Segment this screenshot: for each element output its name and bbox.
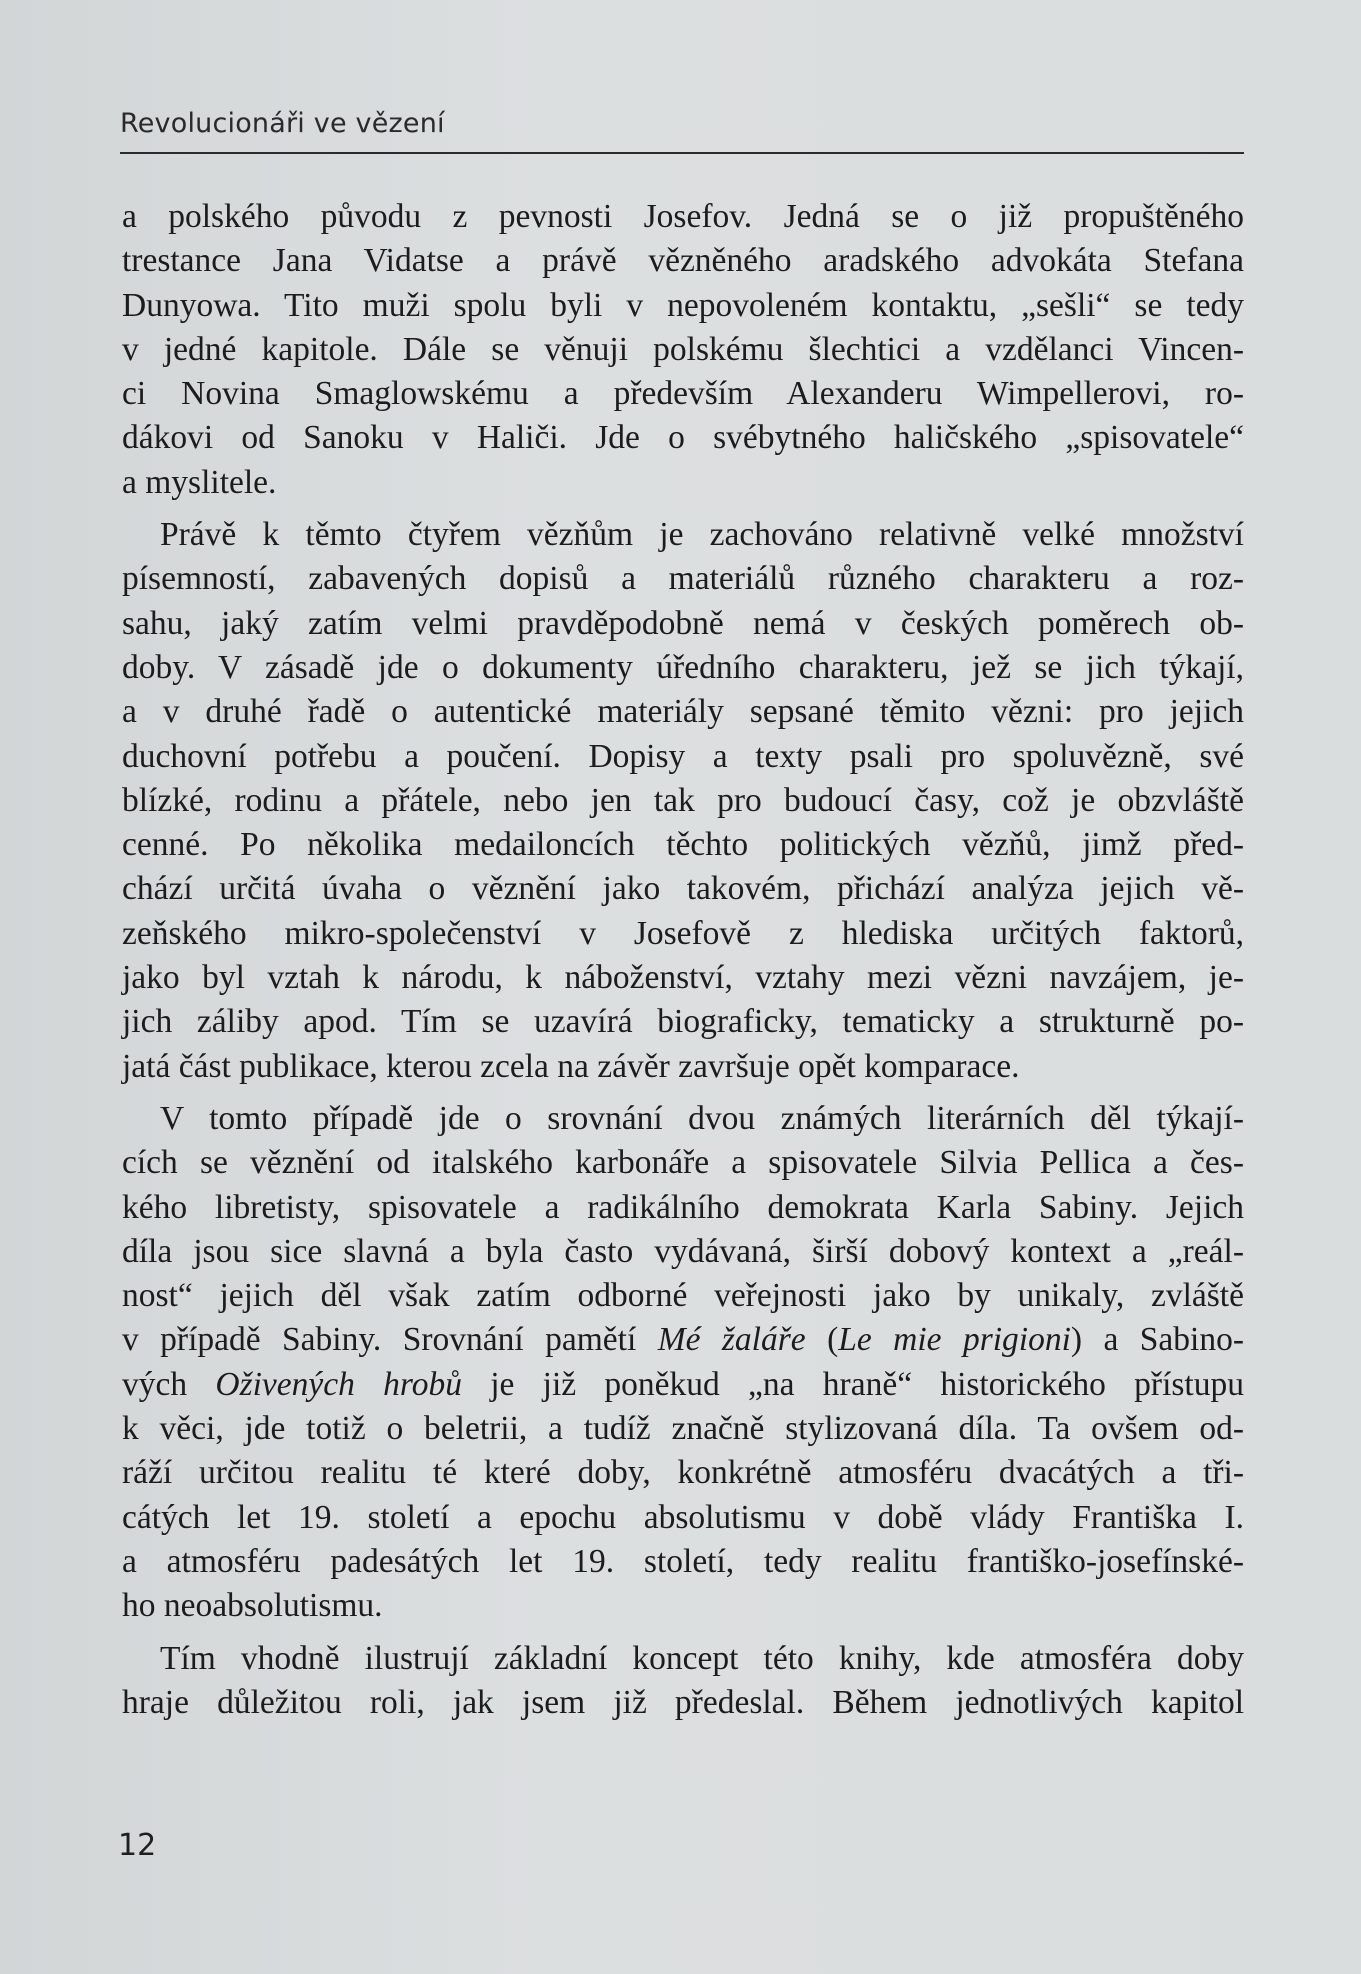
paragraph	[122, 195, 1244, 505]
text-line: v případě Sabiny. Srovnání pamětí Mé žaláře (Le mie prigioni) a Sabino-	[122, 1321, 1244, 1359]
text-line: k věci, jde totiž o beletrii, a tudíž značně stylizovaná díla. Ta ovšem od-	[122, 1410, 1244, 1448]
text-line: a v druhé řadě o autentické materiály sepsané těmito vězni: pro jejich	[122, 693, 1244, 731]
text-line: sahu, jaký zatím velmi pravděpodobně nemá v českých poměrech ob-	[122, 604, 1244, 642]
text-line: ho neoabsolutismu.	[122, 1587, 383, 1625]
text-line: Dunyowa. Tito muži spolu byli v nepovoleném kontaktu, „sešli“ se tedy	[122, 286, 1244, 324]
text-line: blízké, rodinu a přátele, nebo jen tak pro budoucí časy, což je obzvláště	[122, 781, 1244, 819]
text-line: díla jsou sice slavná a byla často vydávaná, širší dobový kontext a „reál-	[122, 1232, 1244, 1270]
text-line: hraje důležitou roli, jak jsem již předeslal. Během jednotlivých kapitol	[122, 1683, 1244, 1721]
text-line: duchovní potřebu a poučení. Dopisy a texty psali pro spoluvězně, své	[122, 737, 1244, 775]
text-line: ráží určitou realitu té které doby, konkrétně atmosféru dvacátých a tři-	[122, 1454, 1244, 1492]
text-line: Tím vhodně ilustrují základní koncept této knihy, kde atmosféra doby	[160, 1639, 1244, 1677]
body-text	[122, 195, 1244, 1733]
header-rule	[120, 152, 1244, 154]
text-line: jich záliby apod. Tím se uzavírá biograficky, tematicky a strukturně po-	[122, 1003, 1244, 1041]
text-line: cátých let 19. století a epochu absolutismu v době vlády Františka I.	[122, 1498, 1244, 1536]
text-line: zeňského mikro-společenství v Josefově z hlediska určitých faktorů,	[122, 914, 1244, 952]
text-line: ci Novina Smaglowskému a především Alexanderu Wimpellerovi, ro-	[122, 375, 1244, 413]
text-line: chází určitá úvaha o věznění jako takovém, přichází analýza jejich vě-	[122, 870, 1244, 908]
text-line: nost“ jejich děl však zatím odborné veřejnosti jako by unikaly, zvláště	[122, 1277, 1244, 1315]
text-line: kého libretisty, spisovatele a radikálního demokrata Karla Sabiny. Jejich	[122, 1188, 1244, 1226]
page-number: 12	[118, 1828, 157, 1863]
text-line: doby. V zásadě jde o dokumenty úředního charakteru, jež se jich týkají,	[122, 648, 1244, 686]
text-line: dákovi od Sanoku v Haliči. Jde o svébytného haličského „spisovatele“	[122, 419, 1244, 457]
text-line: trestance Jana Vidatse a právě vězněného aradského advokáta Stefana	[122, 242, 1244, 280]
text-line: Právě k těmto čtyřem vězňům je zachováno relativně velké množství	[160, 516, 1244, 554]
running-head: Revolucionáři ve vězení	[120, 108, 445, 139]
text-line: jatá část publikace, kterou zcela na závěr završuje opět komparace.	[122, 1047, 1020, 1085]
text-line: písemností, zabavených dopisů a materiálů různého charakteru a roz-	[122, 560, 1244, 598]
text-line: vých Oživených hrobů je již poněkud „na hraně“ historického přístupu	[122, 1365, 1244, 1403]
text-line: a atmosféru padesátých let 19. století, tedy realitu františko-josefínské-	[122, 1542, 1244, 1580]
text-line: cích se věznění od italského karbonáře a spisovatele Silvia Pellica a čes-	[122, 1144, 1244, 1182]
paragraph	[122, 1637, 1244, 1726]
text-line: v jedné kapitole. Dále se věnuji polskému šlechtici a vzdělanci Vincen-	[122, 330, 1244, 368]
paragraph	[122, 1097, 1244, 1629]
text-line: jako byl vztah k národu, k náboženství, vztahy mezi vězni navzájem, je-	[122, 959, 1244, 997]
text-line: V tomto případě jde o srovnání dvou známých literárních děl týkají-	[160, 1099, 1244, 1137]
paragraph	[122, 513, 1244, 1089]
text-line: cenné. Po několika medailoncích těchto politických vězňů, jimž před-	[122, 826, 1244, 864]
text-line: a myslitele.	[122, 463, 277, 501]
text-line: a polského původu z pevnosti Josefov. Jedná se o již propuštěného	[122, 198, 1244, 235]
